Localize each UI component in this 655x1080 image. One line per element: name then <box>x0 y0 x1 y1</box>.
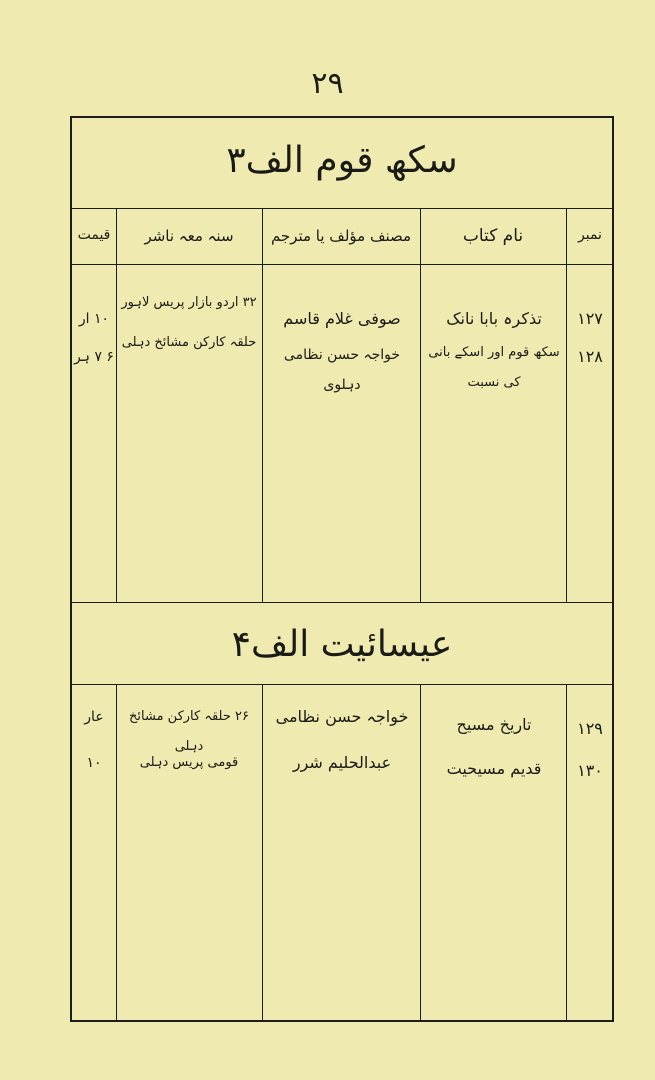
row-year-publisher: ۲۶ حلقہ کارکن مشائخ دہلی <box>129 709 249 754</box>
row-price: ۱۰ <box>86 755 102 771</box>
row-title: قدیم مسیحیت <box>446 759 542 778</box>
column-rule <box>262 684 263 1022</box>
column-rule <box>420 684 421 1022</box>
column-rule <box>262 208 263 602</box>
row-author: خواجہ حسن نظامی دہلوی <box>283 347 401 393</box>
header-year-publisher: سنہ معہ ناشر <box>144 226 234 245</box>
row-year-publisher: حلقہ کارکن مشائخ دہلی <box>121 335 257 350</box>
section-title-sikh: سکھ قوم الف۳ <box>226 140 458 181</box>
row-price: عار <box>84 709 104 725</box>
column-rule <box>116 208 117 602</box>
row-year-publisher: قومی پریس دہلی <box>139 755 239 770</box>
row-author: عبدالحلیم شرر <box>292 753 392 772</box>
row-year-publisher: ۳۲ اردو بازار پریس لاہور <box>121 295 257 310</box>
column-rule <box>566 208 567 602</box>
column-rule <box>420 208 421 602</box>
divider <box>72 208 612 209</box>
row-serial: ۱۲۷ <box>577 309 603 328</box>
row-price: ۱۰ ار <box>78 311 110 327</box>
divider <box>72 602 612 603</box>
row-serial: ۱۲۹ <box>577 719 603 738</box>
section-title-christianity: عیسائیت الف۴ <box>231 624 453 665</box>
header-book-name: نام کتاب <box>462 225 524 246</box>
row-serial: ۱۲۸ <box>577 347 603 366</box>
header-price: قیمت <box>77 227 111 244</box>
row-title: سکھ قوم اور اسکے بانی کی نسبت <box>428 345 560 390</box>
header-author: مصنف مؤلف یا مترجم <box>270 226 412 245</box>
row-serial: ۱۳۰ <box>577 761 603 780</box>
page-number: ۲۹ <box>311 66 344 101</box>
divider <box>72 684 612 685</box>
row-author: صوفی غلام قاسم <box>283 309 401 328</box>
column-rule <box>116 684 117 1022</box>
divider <box>72 264 612 265</box>
catalog-table <box>70 116 614 1022</box>
header-serial: نمبر <box>578 227 602 244</box>
row-author: خواجہ حسن نظامی <box>275 707 409 726</box>
row-price: ۶ ۷ ہر <box>74 349 114 365</box>
row-title: تذکرہ بابا نانک <box>446 309 542 328</box>
row-title: تاریخ مسیح <box>456 715 532 734</box>
